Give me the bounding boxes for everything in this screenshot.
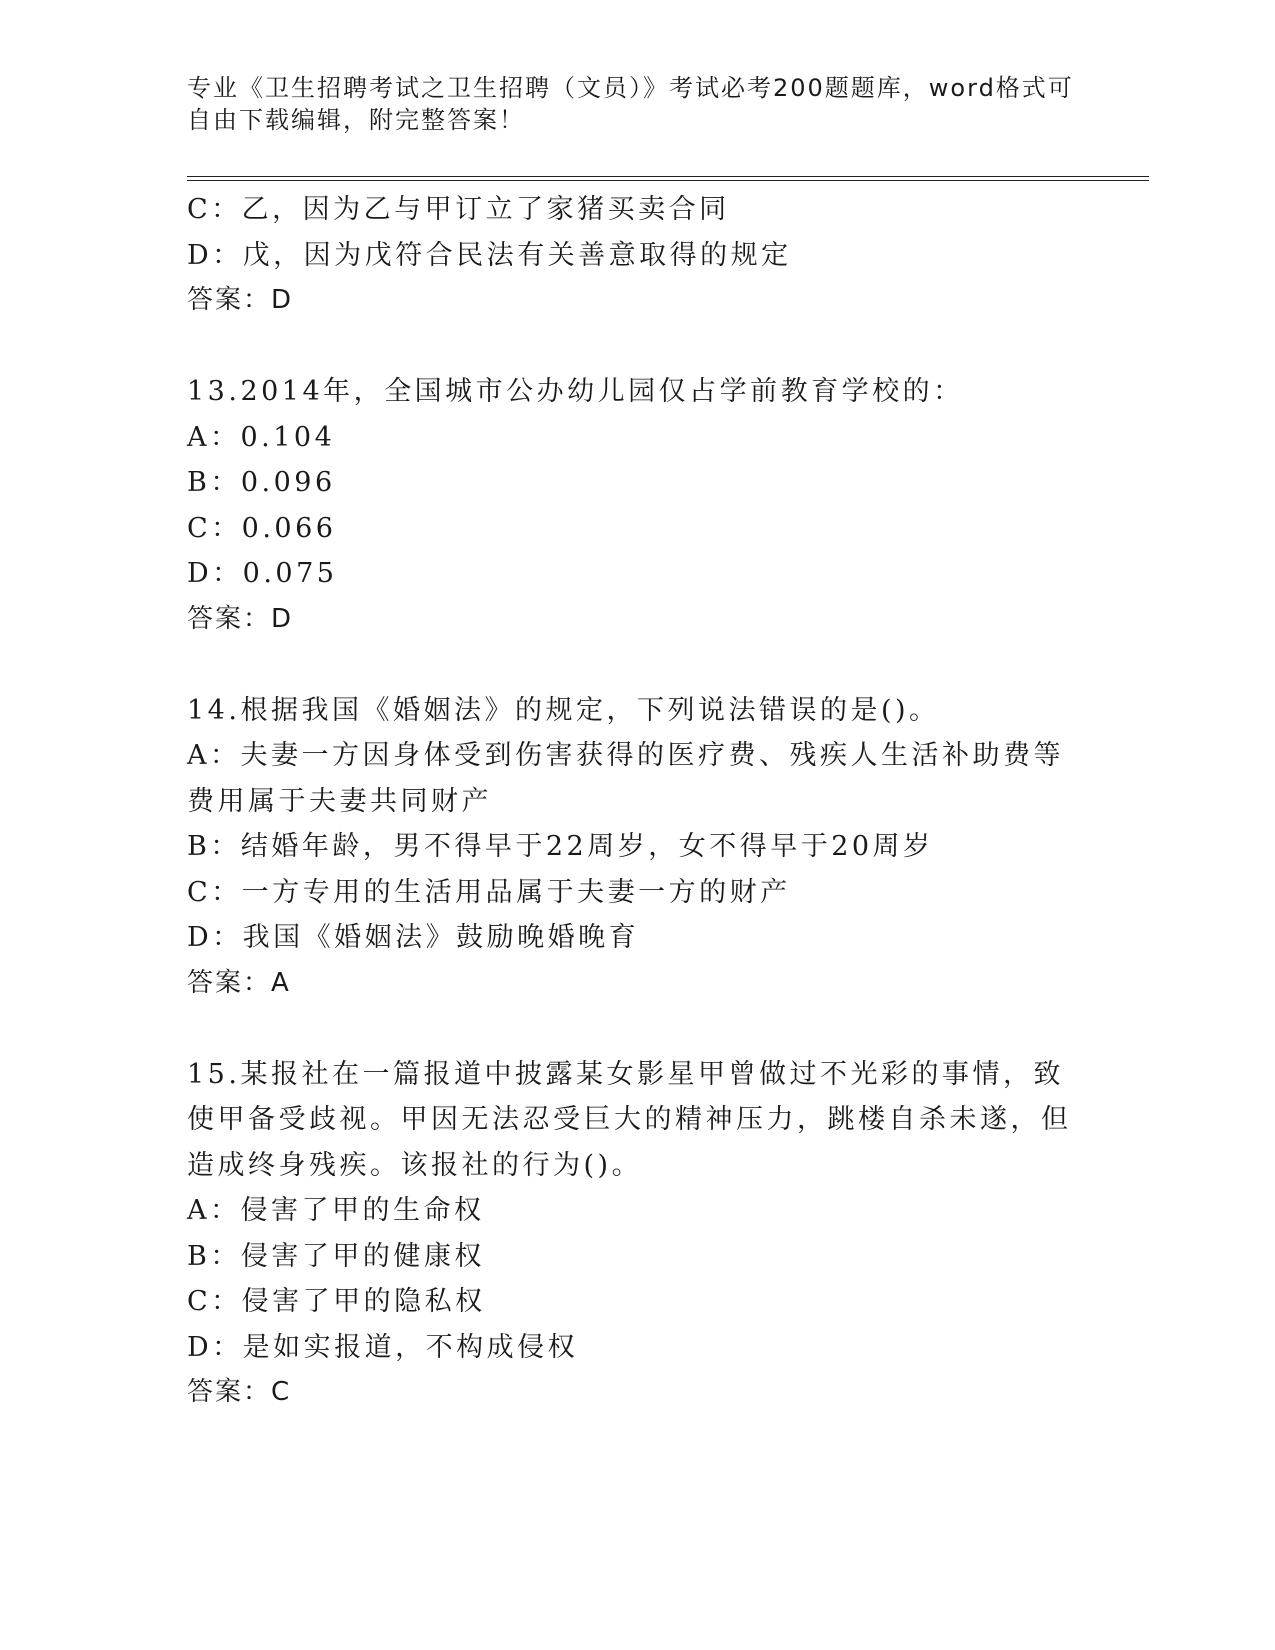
option-c: C：0.066 [187, 512, 337, 544]
spacer [187, 642, 1087, 688]
option-c: C：侵害了甲的隐私权 [187, 1286, 486, 1317]
option-d: D：0.075 [187, 558, 338, 589]
spacer [187, 1006, 1087, 1052]
answer-line: 答案：D [187, 285, 294, 315]
question-list [187, 187, 1087, 1416]
question-stem: 15.某报社在一篇报道中披露某女影星甲曾做过不光彩的事情，致使甲备受歧视。甲因无法忍受巨大的精神压力，跳楼自杀未遂，但造成终身残疾。该报社的行为()。 [187, 1058, 1072, 1181]
header-divider [187, 176, 1149, 181]
spacer [187, 324, 1087, 370]
answer-line: 答案：D [187, 603, 294, 634]
answer-line: 答案：C [187, 1377, 292, 1407]
option-a: A：夫妻一方因身体受到伤害获得的医疗费、残疾人生活补助费等费用属于夫妻共同财产 [187, 740, 1064, 817]
option-b: B：0.096 [187, 467, 336, 498]
option-d: D：是如实报道，不构成侵权 [187, 1331, 579, 1363]
option-c: C：一方专用的生活用品属于夫妻一方的财产 [187, 876, 791, 908]
option-a: A：0.104 [187, 421, 336, 453]
question-stem: 13.2014年，全国城市公办幼儿园仅占学前教育学校的： [187, 376, 964, 407]
answer-line: 答案：A [187, 967, 291, 998]
option-b: B：结婚年龄，男不得早于22周岁，女不得早于20周岁 [187, 831, 934, 862]
option-b: B：侵害了甲的健康权 [187, 1240, 485, 1272]
document-header: 专业《卫生招聘考试之卫生招聘（文员）》考试必考200题题库，word格式可自由下载编辑，附完整答案！ [187, 74, 1074, 134]
option-c: C：乙，因为乙与甲订立了家猪买卖合同 [187, 194, 730, 225]
option-d: D：戊，因为戊符合民法有关善意取得的规定 [187, 239, 792, 271]
question-stem: 14.根据我国《婚姻法》的规定，下列说法错误的是()。 [187, 694, 940, 726]
option-a: A：侵害了甲的生命权 [187, 1195, 485, 1226]
option-d: D：我国《婚姻法》鼓励晚婚晚育 [187, 922, 640, 953]
